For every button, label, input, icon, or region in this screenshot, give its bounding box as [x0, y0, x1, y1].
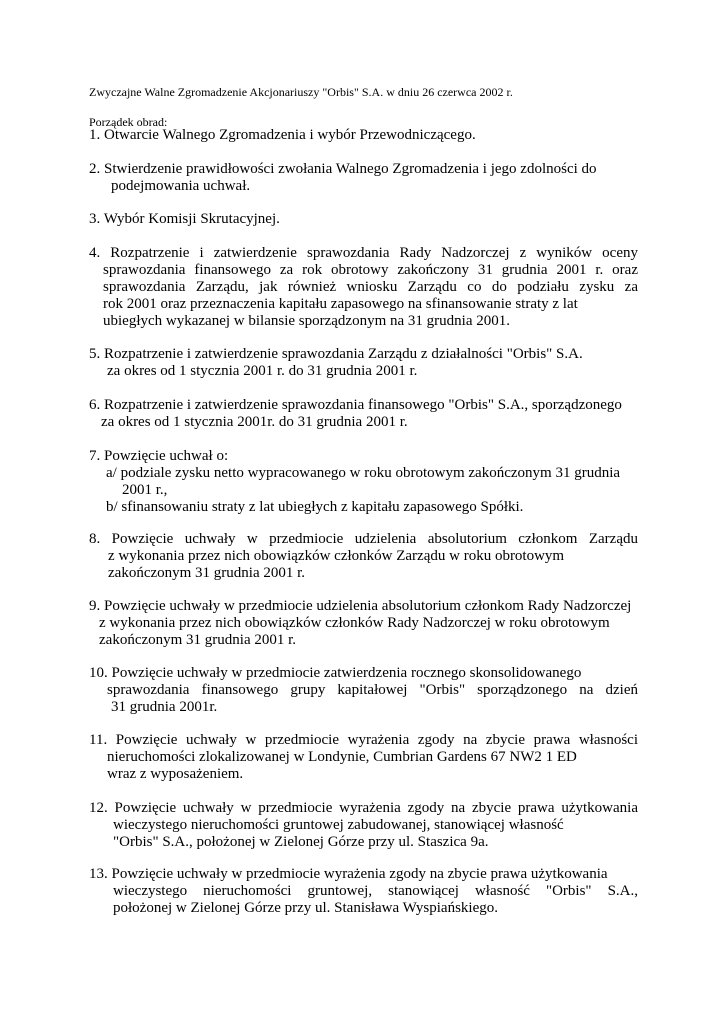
- agenda-item-line: 9. Powzięcie uchwały w przedmiocie udzielenia absolutorium członkom Rady Nadzorczej: [89, 598, 632, 614]
- agenda-item-line: 2001 r.,: [122, 482, 168, 498]
- agenda-item-line: 7. Powzięcie uchwał o:: [89, 448, 229, 464]
- agenda-item-line: a/ podziale zysku netto wypracowanego w roku obrotowym zakończonym 31 grudnia: [106, 465, 621, 481]
- agenda-item-line: zakończonym 31 grudnia 2001 r.: [108, 565, 306, 581]
- agenda-item-4: [89, 245, 638, 330]
- agenda-item-line: za okres od 1 stycznia 2001r. do 31 grudnia 2001 r.: [101, 414, 408, 430]
- agenda-item-line: sprawozdania finansowego za rok obrotowy zakończony 31 grudnia 2001 r. oraz: [103, 262, 638, 278]
- agenda-item-line: 8. Powzięcie uchwały w przedmiocie udzielenia absolutorium członkom Zarządu: [89, 531, 638, 547]
- agenda-item-line: z wykonania przez nich obowiązków członków Zarządu w roku obrotowym: [108, 548, 565, 564]
- agenda-item-line: b/ sfinansowaniu straty z lat ubiegłych z kapitału zapasowego Spółki.: [106, 499, 524, 515]
- agenda-item-line: wieczystego nieruchomości gruntowej, stanowiącej własność "Orbis" S.A.,: [113, 883, 638, 899]
- agenda-label: Porządek obrad:: [89, 115, 168, 129]
- agenda-item-12: [89, 800, 638, 851]
- agenda-item-line: nieruchomości zlokalizowanej w Londynie, Cumbrian Gardens 67 NW2 1 ED: [107, 749, 577, 765]
- agenda-item-10: [89, 665, 638, 716]
- agenda-item-line: sprawozdania Zarządu, jak również wniosku Zarządu co do podziału zysku za: [103, 279, 638, 295]
- agenda-item-line: ubiegłych wykazanej w bilansie sporządzonym na 31 grudnia 2001.: [103, 313, 510, 329]
- agenda-item-11: [89, 732, 638, 783]
- agenda-item-line: 6. Rozpatrzenie i zatwierdzenie sprawozdania finansowego "Orbis" S.A., sporządzonego: [89, 397, 622, 413]
- agenda-item-line: 4. Rozpatrzenie i zatwierdzenie sprawozdania Rady Nadzorczej z wyników oceny: [89, 245, 638, 261]
- agenda-item-2: [89, 161, 649, 195]
- agenda-item-line: za okres od 1 stycznia 2001 r. do 31 grudnia 2001 r.: [107, 363, 418, 379]
- agenda-item-line: 13. Powzięcie uchwały w przedmiocie wyrażenia zgody na zbycie prawa użytkowania: [89, 866, 608, 882]
- agenda-item-7: [89, 448, 649, 516]
- agenda-item-line: zakończonym 31 grudnia 2001 r.: [99, 632, 297, 648]
- agenda-item-line: 31 grudnia 2001r.: [111, 699, 218, 715]
- agenda-item-line: wieczystego nieruchomości gruntowej zabudowanej, stanowiącej własność: [113, 817, 564, 833]
- agenda-item-line: 10. Powzięcie uchwały w przedmiocie zatwierdzenia rocznego skonsolidowanego: [89, 665, 582, 681]
- agenda-item-3: [89, 211, 649, 228]
- agenda-item-line: 1. Otwarcie Walnego Zgromadzenia i wybór Przewodniczącego.: [89, 127, 476, 143]
- agenda-item-line: wraz z wyposażeniem.: [107, 766, 244, 782]
- agenda-item-line: 11. Powzięcie uchwały w przedmiocie wyrażenia zgody na zbycie prawa własności: [89, 732, 638, 748]
- agenda-item-9: [89, 598, 649, 649]
- agenda-item-line: "Orbis" S.A., położonej w Zielonej Górze przy ul. Staszica 9a.: [113, 834, 489, 850]
- agenda-item-13: [89, 866, 638, 917]
- agenda-item-line: rok 2001 oraz przeznaczenia kapitału zapasowego na sfinansowanie straty z lat: [103, 296, 578, 312]
- agenda-item-8: [89, 531, 638, 582]
- document-header: Zwyczajne Walne Zgromadzenie Akcjonariuszy "Orbis" S.A. w dniu 26 czerwca 2002 r.: [89, 85, 513, 99]
- agenda-item-line: z wykonania przez nich obowiązków członków Rady Nadzorczej w roku obrotowym: [99, 615, 610, 631]
- agenda-item-line: podejmowania uchwał.: [111, 178, 251, 194]
- agenda-item-line: 5. Rozpatrzenie i zatwierdzenie sprawozdania Zarządu z działalności "Orbis" S.A.: [89, 346, 583, 362]
- agenda-item-1: [89, 127, 649, 144]
- agenda-item-5: [89, 346, 649, 380]
- agenda-item-line: sprawozdania finansowego grupy kapitałowej "Orbis" sporządzonego na dzień: [107, 682, 638, 698]
- agenda-item-line: 2. Stwierdzenie prawidłowości zwołania Walnego Zgromadzenia i jego zdolności do: [89, 161, 597, 177]
- agenda-item-line: 3. Wybór Komisji Skrutacyjnej.: [89, 211, 280, 227]
- agenda-item-6: [89, 397, 649, 431]
- agenda-item-line: położonej w Zielonej Górze przy ul. Stanisława Wyspiańskiego.: [113, 900, 498, 916]
- agenda-item-line: 12. Powzięcie uchwały w przedmiocie wyrażenia zgody na zbycie prawa użytkowania: [89, 800, 638, 816]
